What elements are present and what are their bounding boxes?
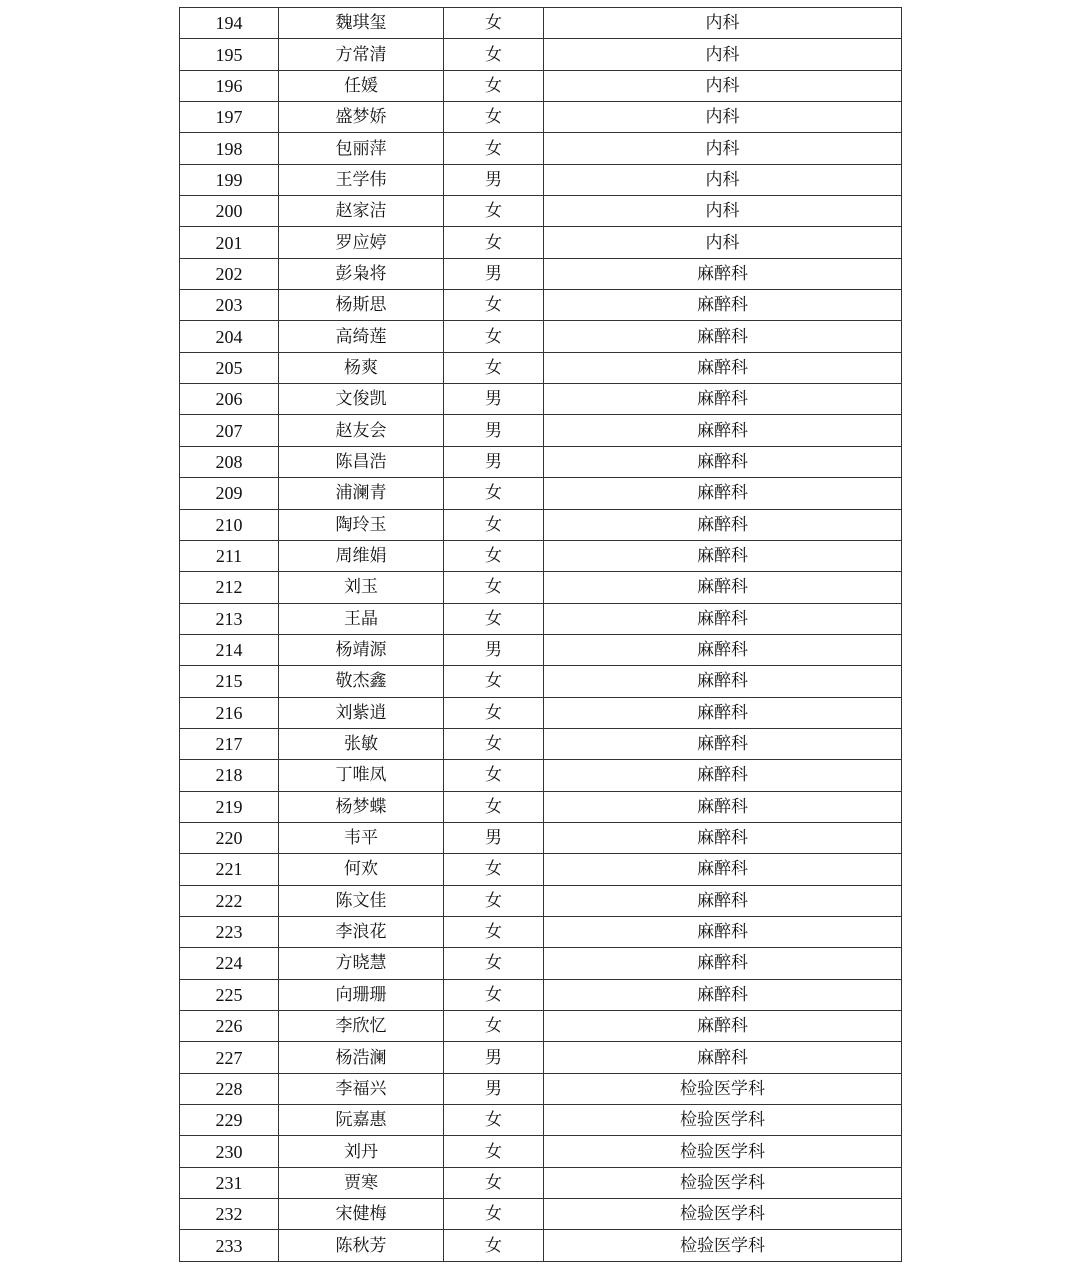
- row-number-cell: 222: [180, 885, 279, 916]
- department-cell: 麻醉科: [544, 885, 902, 916]
- department-cell: 麻醉科: [544, 979, 902, 1010]
- sex-cell: 女: [444, 603, 544, 634]
- table-row: [180, 164, 902, 195]
- sex-cell: 男: [444, 1042, 544, 1073]
- sex-cell: 女: [444, 8, 544, 39]
- table-row: [180, 1199, 902, 1230]
- sex-cell: 女: [444, 666, 544, 697]
- department-cell: 内科: [544, 102, 902, 133]
- name-cell: 魏琪玺: [279, 8, 444, 39]
- name-cell: 杨靖源: [279, 634, 444, 665]
- department-cell: 麻醉科: [544, 478, 902, 509]
- department-cell: 检验医学科: [544, 1167, 902, 1198]
- name-cell: 韦平: [279, 822, 444, 853]
- name-cell: 赵家洁: [279, 196, 444, 227]
- sex-cell: 女: [444, 1199, 544, 1230]
- sex-cell: 男: [444, 415, 544, 446]
- name-cell: 文俊凯: [279, 384, 444, 415]
- sex-cell: 女: [444, 948, 544, 979]
- sex-cell: 女: [444, 509, 544, 540]
- table-row: [180, 8, 902, 39]
- row-number-cell: 219: [180, 791, 279, 822]
- name-cell: 杨梦蝶: [279, 791, 444, 822]
- row-number-cell: 227: [180, 1042, 279, 1073]
- name-cell: 周维娟: [279, 540, 444, 571]
- row-number-cell: 196: [180, 70, 279, 101]
- row-number-cell: 220: [180, 822, 279, 853]
- name-cell: 罗应婷: [279, 227, 444, 258]
- name-cell: 刘玉: [279, 572, 444, 603]
- name-cell: 李浪花: [279, 916, 444, 947]
- table-row: [180, 352, 902, 383]
- department-cell: 麻醉科: [544, 916, 902, 947]
- table-row: [180, 979, 902, 1010]
- table-row: [180, 478, 902, 509]
- name-cell: 方晓慧: [279, 948, 444, 979]
- name-cell: 李欣忆: [279, 1011, 444, 1042]
- row-number-cell: 199: [180, 164, 279, 195]
- name-cell: 刘紫逍: [279, 697, 444, 728]
- row-number-cell: 211: [180, 540, 279, 571]
- name-cell: 包丽萍: [279, 133, 444, 164]
- table-row: [180, 728, 902, 759]
- name-cell: 陈文佳: [279, 885, 444, 916]
- name-cell: 杨斯思: [279, 290, 444, 321]
- department-cell: 麻醉科: [544, 697, 902, 728]
- department-cell: 检验医学科: [544, 1136, 902, 1167]
- table-row: [180, 948, 902, 979]
- department-cell: 麻醉科: [544, 572, 902, 603]
- row-number-cell: 197: [180, 102, 279, 133]
- sex-cell: 男: [444, 822, 544, 853]
- table-row: [180, 446, 902, 477]
- sex-cell: 女: [444, 352, 544, 383]
- department-cell: 麻醉科: [544, 948, 902, 979]
- table-row: [180, 885, 902, 916]
- department-cell: 麻醉科: [544, 509, 902, 540]
- name-cell: 杨浩澜: [279, 1042, 444, 1073]
- department-cell: 麻醉科: [544, 290, 902, 321]
- name-cell: 敬杰鑫: [279, 666, 444, 697]
- department-cell: 内科: [544, 164, 902, 195]
- row-number-cell: 225: [180, 979, 279, 1010]
- sex-cell: 女: [444, 133, 544, 164]
- name-cell: 任媛: [279, 70, 444, 101]
- sex-cell: 女: [444, 916, 544, 947]
- row-number-cell: 208: [180, 446, 279, 477]
- table-row: [180, 822, 902, 853]
- department-cell: 检验医学科: [544, 1199, 902, 1230]
- name-cell: 陶玲玉: [279, 509, 444, 540]
- table-row: [180, 39, 902, 70]
- table-row: [180, 1167, 902, 1198]
- name-cell: 贾寒: [279, 1167, 444, 1198]
- name-cell: 阮嘉惠: [279, 1105, 444, 1136]
- table-row: [180, 70, 902, 101]
- department-cell: 麻醉科: [544, 446, 902, 477]
- row-number-cell: 232: [180, 1199, 279, 1230]
- row-number-cell: 216: [180, 697, 279, 728]
- row-number-cell: 207: [180, 415, 279, 446]
- sex-cell: 女: [444, 290, 544, 321]
- row-number-cell: 223: [180, 916, 279, 947]
- row-number-cell: 200: [180, 196, 279, 227]
- table-row: [180, 634, 902, 665]
- department-cell: 内科: [544, 133, 902, 164]
- row-number-cell: 213: [180, 603, 279, 634]
- sex-cell: 女: [444, 1136, 544, 1167]
- sex-cell: 女: [444, 572, 544, 603]
- sex-cell: 女: [444, 196, 544, 227]
- sex-cell: 女: [444, 854, 544, 885]
- roster-table-body: [180, 8, 902, 1262]
- department-cell: 麻醉科: [544, 258, 902, 289]
- table-row: [180, 321, 902, 352]
- table-row: [180, 791, 902, 822]
- name-cell: 赵友会: [279, 415, 444, 446]
- row-number-cell: 233: [180, 1230, 279, 1261]
- row-number-cell: 231: [180, 1167, 279, 1198]
- table-row: [180, 258, 902, 289]
- table-row: [180, 509, 902, 540]
- name-cell: 李福兴: [279, 1073, 444, 1104]
- department-cell: 麻醉科: [544, 1011, 902, 1042]
- table-row: [180, 854, 902, 885]
- sex-cell: 男: [444, 258, 544, 289]
- name-cell: 陈昌浩: [279, 446, 444, 477]
- row-number-cell: 203: [180, 290, 279, 321]
- department-cell: 麻醉科: [544, 321, 902, 352]
- table-row: [180, 1136, 902, 1167]
- table-row: [180, 1230, 902, 1261]
- sex-cell: 女: [444, 70, 544, 101]
- sex-cell: 女: [444, 39, 544, 70]
- table-row: [180, 760, 902, 791]
- department-cell: 检验医学科: [544, 1073, 902, 1104]
- name-cell: 刘丹: [279, 1136, 444, 1167]
- sex-cell: 男: [444, 634, 544, 665]
- table-row: [180, 697, 902, 728]
- roster-table: [179, 7, 902, 1262]
- name-cell: 方常清: [279, 39, 444, 70]
- name-cell: 王晶: [279, 603, 444, 634]
- name-cell: 盛梦娇: [279, 102, 444, 133]
- row-number-cell: 226: [180, 1011, 279, 1042]
- name-cell: 王学伟: [279, 164, 444, 195]
- department-cell: 麻醉科: [544, 1042, 902, 1073]
- name-cell: 杨爽: [279, 352, 444, 383]
- row-number-cell: 224: [180, 948, 279, 979]
- department-cell: 麻醉科: [544, 415, 902, 446]
- row-number-cell: 202: [180, 258, 279, 289]
- department-cell: 内科: [544, 39, 902, 70]
- row-number-cell: 210: [180, 509, 279, 540]
- sex-cell: 女: [444, 760, 544, 791]
- department-cell: 麻醉科: [544, 666, 902, 697]
- table-row: [180, 916, 902, 947]
- name-cell: 向珊珊: [279, 979, 444, 1010]
- sex-cell: 女: [444, 728, 544, 759]
- sex-cell: 女: [444, 697, 544, 728]
- sex-cell: 女: [444, 979, 544, 1010]
- department-cell: 检验医学科: [544, 1105, 902, 1136]
- table-row: [180, 102, 902, 133]
- row-number-cell: 201: [180, 227, 279, 258]
- row-number-cell: 206: [180, 384, 279, 415]
- row-number-cell: 221: [180, 854, 279, 885]
- department-cell: 麻醉科: [544, 384, 902, 415]
- row-number-cell: 212: [180, 572, 279, 603]
- name-cell: 浦澜青: [279, 478, 444, 509]
- table-row: [180, 1042, 902, 1073]
- sex-cell: 女: [444, 1011, 544, 1042]
- table-row: [180, 1011, 902, 1042]
- sex-cell: 女: [444, 1167, 544, 1198]
- sex-cell: 女: [444, 885, 544, 916]
- sex-cell: 女: [444, 102, 544, 133]
- sex-cell: 女: [444, 1230, 544, 1261]
- table-row: [180, 384, 902, 415]
- department-cell: 内科: [544, 227, 902, 258]
- sex-cell: 女: [444, 478, 544, 509]
- name-cell: 何欢: [279, 854, 444, 885]
- sex-cell: 女: [444, 791, 544, 822]
- row-number-cell: 228: [180, 1073, 279, 1104]
- sex-cell: 女: [444, 540, 544, 571]
- table-row: [180, 603, 902, 634]
- row-number-cell: 230: [180, 1136, 279, 1167]
- row-number-cell: 205: [180, 352, 279, 383]
- table-row: [180, 415, 902, 446]
- department-cell: 内科: [544, 196, 902, 227]
- row-number-cell: 214: [180, 634, 279, 665]
- sex-cell: 男: [444, 164, 544, 195]
- department-cell: 麻醉科: [544, 822, 902, 853]
- department-cell: 内科: [544, 70, 902, 101]
- table-row: [180, 290, 902, 321]
- row-number-cell: 229: [180, 1105, 279, 1136]
- row-number-cell: 195: [180, 39, 279, 70]
- name-cell: 宋健梅: [279, 1199, 444, 1230]
- row-number-cell: 215: [180, 666, 279, 697]
- department-cell: 麻醉科: [544, 728, 902, 759]
- department-cell: 麻醉科: [544, 760, 902, 791]
- department-cell: 麻醉科: [544, 791, 902, 822]
- table-row: [180, 227, 902, 258]
- row-number-cell: 218: [180, 760, 279, 791]
- table-row: [180, 540, 902, 571]
- sex-cell: 女: [444, 1105, 544, 1136]
- sex-cell: 女: [444, 321, 544, 352]
- department-cell: 麻醉科: [544, 603, 902, 634]
- name-cell: 丁唯凤: [279, 760, 444, 791]
- name-cell: 彭枭将: [279, 258, 444, 289]
- row-number-cell: 217: [180, 728, 279, 759]
- row-number-cell: 194: [180, 8, 279, 39]
- row-number-cell: 209: [180, 478, 279, 509]
- department-cell: 麻醉科: [544, 352, 902, 383]
- department-cell: 麻醉科: [544, 854, 902, 885]
- table-row: [180, 133, 902, 164]
- table-row: [180, 196, 902, 227]
- sex-cell: 女: [444, 227, 544, 258]
- table-row: [180, 666, 902, 697]
- department-cell: 麻醉科: [544, 540, 902, 571]
- sex-cell: 男: [444, 446, 544, 477]
- table-row: [180, 1073, 902, 1104]
- sex-cell: 男: [444, 1073, 544, 1104]
- department-cell: 麻醉科: [544, 634, 902, 665]
- row-number-cell: 204: [180, 321, 279, 352]
- table-row: [180, 572, 902, 603]
- sex-cell: 男: [444, 384, 544, 415]
- department-cell: 内科: [544, 8, 902, 39]
- name-cell: 张敏: [279, 728, 444, 759]
- row-number-cell: 198: [180, 133, 279, 164]
- table-row: [180, 1105, 902, 1136]
- name-cell: 陈秋芳: [279, 1230, 444, 1261]
- department-cell: 检验医学科: [544, 1230, 902, 1261]
- name-cell: 高绮莲: [279, 321, 444, 352]
